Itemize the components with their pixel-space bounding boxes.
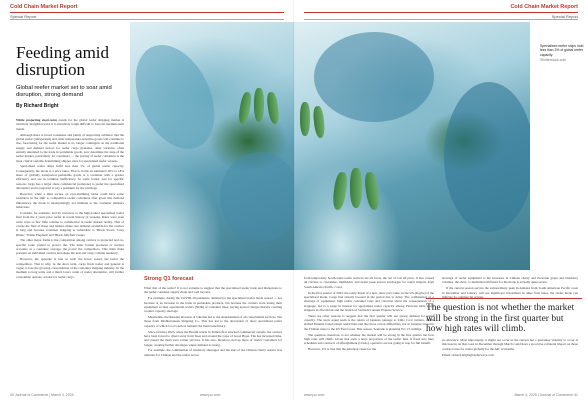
banana-photo-right [294,22,530,270]
lead-in: While projecting short-term [16,118,58,122]
paragraph: Specialised reefer ships fulfil less than 3% of global reefer capacity. Consequently, the mode is a price taker. That is, holds an estimated 16% to 18% share of globally transported perishable goods is a container with a greater efficiency and are in terminal inefficiency. In some trades, and for specific reasons, cargo has a larger share commercial (someone) to prefer the specialised alternative and is prepared to pay a premium for the privilege. [16,164,124,191]
pull-quote: The question is not whether the market will be strong in the first quarter but how high rates will climb. [426,298,582,335]
paragraph: In the first quarter of 2025, the tanny threat of a new, rates' port value, in the US (maybe) of the specialised mode, Cargo had already boosted in the period due to delay. The combination of a shortage of equipment, high reefer container rates and concerns about the consequences of a stoppage, led to a surge in interest for specialised reefer capacity among Peruvian table grape shippers in 2fwom but and the launch of Seatrade's Andes Express Service. [304,290,434,312]
page-gutter [293,0,295,400]
photo-caption [540,44,584,62]
paragraph: Consider, for example, and its overview to the high-forked specialised reefer fleet from the 2 years prior reefer in recent history (4 vessels). Rates were even write trays so few little volume to commercial in reefer market reality. That of course the fleet of these and tankers make rare demand available for the carriers is long and because container shipping is vulnerable to 'Black Swan', 'Grey Rhino', 'White Elephant' and 'Black Jellyfish' events. [16,210,124,237]
banana-shape [350,168,362,208]
sub-rule-right [304,19,578,20]
banana-shape [237,91,252,124]
body-column-4-bottom [442,338,578,380]
paragraph: However, the opposite is true as well: the fewer vessel, the better the competition. That is why, in the short term, cargo finds reefer and general is vague to lose the growing consolidation of the container shipping industry. In the medium to long term, and a much lower count of reefer alternative, will further consolidate options, at least for reefer cargo. [16,257,124,279]
paragraph: For example, during the COVID-19 pandemic, demand for the specialised reefer mode soared — not because of an increase in the trade in perishable products, but because the carriers were losing their equipment as then operational waters (NOR) of container lines, paying spread charges thereby creating a reefer capacity shortage. [144,296,282,314]
header-rule-right [304,12,578,13]
paragraph: Meanwhile, the Russian invasion of Ukraine led to the abandonment of all consolidated services. Net those from Mediterranean Shipping Co. This has led to the absorption of more specialised reefer capacity of which Cool Carriers remains the main beneficiary. [144,315,282,328]
photo-credit: Shutterstock.com [540,57,567,62]
footer-left: 40 Journal of Commerce | March 4, 2025 [10,393,74,397]
footer-right: March 4, 2025 | Journal of Commerce 41 [514,393,578,397]
body-column-1 [16,118,124,390]
caption-text: Specialised reefer ships hold less than 3% of global reefer capacity. [540,44,584,57]
leaf-shape [220,152,294,242]
banana-shape [312,106,325,139]
paragraph: What that of the reefer? It is not extreme to suggest that the specialised reefer trade and disruptions to the reefer container supply chain and well beyond. [144,286,282,295]
section-label-right: Special Report [551,14,578,19]
banana-shape [363,171,380,210]
paragraph: Although there is broad consensus and plenty of supporting evidence that the global reefer (refrigerated) and other temperature-sensitive goods will continue to rise, forecasting for the reefer market is no longer contingent on the traditional supply and demand factors for reefer cargo (bananas, other varieties, often entirely unrelated to the trade in perishable goods, now determine the state of the reefer market, particularly for containers — the pricing of reefer containers is the most critical variable determining shipper rates for specialised reefer vessels. [16,132,124,163]
banana-shape [331,171,348,210]
paragraph: There are other reasons to suggest that the first quarter will see strong demand for reefer capacity. The snow equal team is the return of bananas tonnage to Little Cool carriers, which shifted Panama Canal transit restrictions and due more cotton difficulties, not so bananas vessel in the Chilean route to the US East Coast. This season, Seatrade is planning 8 to 15 sailings. [304,313,434,331]
leaf-shape [314,32,434,122]
paragraph-text: trends for the global reefer shipping market is relatively straightforward, it is massively tough difficult to forecast medium-term trends. [16,118,124,131]
paragraph: Since October 2023, when the Houthi rebels in Yemen first attacked commercial vessels, the carriers have been forced to divert away from Suez and around the Cape of Good Hope. The has increased time, and caused the main west carrier services. It has also, therefore, tied up more of 'reefer' containers for longer, creating further shortages where demand is strong. [144,329,282,347]
paragraph: The question, therefore, is not whether the market will be strong in the first quarter but how high rates will climb. Given that such a large proportion of the reefer fleet is fixed into liner schedules and contracts of affreightment (COAs), operators are not going to trap for full benefit. [304,332,434,346]
paragraph: from temporarily South-some reefer services are all focus. the out of cost Of price. It also caused all carriers to customize, midfielder, and better peak season surcharges for reefer imports from South America Pacific cover. [304,276,434,289]
article-title: Feeding amid disruption [16,43,110,79]
section-label-left: Special Report [10,14,37,19]
author-email: Email: richard.bright@reeferwave.com [442,352,494,357]
footer-url-left: www.joc.com [200,393,221,397]
paragraph: However, if it is true that the principal cause for the [308,347,377,352]
paragraph: shortage of reefer equipment is the increases in Chilean cherry and Peruvian grape and blueberry volumes, the short- to medium-term future for the mode is actually quite secure. [442,276,578,285]
banana-shape [266,91,280,124]
section-heading: Strong Q1 forecast [144,276,194,282]
body-column-3 [304,276,434,390]
footer-url-right: www.joc.com [304,393,325,397]
header-rule-left [10,12,284,13]
banana-shape [254,88,264,122]
leaf-shape [444,82,530,232]
running-head-left: Cold Chain Market Report [10,4,78,10]
paragraph [16,118,124,131]
paragraph: in relevance. Most importantly, it might not occur in the current but a guarantee viability to cover at this beacon on that coast in December through March could have a good rise collateral impact on those contract rates for reefer globally for the full 12 months. [442,338,578,351]
article-deck: Global reefer market set to soar amid disruption, strong demand [16,85,112,98]
paragraph: For example, the combination of inventory shortages and the start of the Chilean cherry season was ominous for Chilean and the reefer sector. [144,348,282,357]
sub-rule-left [10,19,284,20]
paragraph: If the current season service the extraordinary peak in demand from South American Pacific coast in December and January will see significant investment in other fruit lanes, the reefer mode can mitigate its commercial actions. [442,286,578,299]
body-column-2 [144,286,282,390]
paragraph: The other major frame is the competition among carriers to projected and on-specific route jostled to protect the. The latter format produces or nuclear accounts as a container ownage, the power the competitors. This main main pressure on individual carriers and shape the unit and cargo volume tendency. [16,238,124,256]
running-head-right: Cold Chain Market Report [510,4,578,10]
banana-shape [300,102,310,136]
body-column-4-top [442,276,578,300]
paragraph: However, while a mini escape on ever-shrinking niche could have some resistance in the shift to competitive reefer containers after given this demand imbalance), the mode is unsurprisingly not immune to the container market's behaviour. [16,192,124,210]
byline: By Richard Bright [16,103,59,109]
